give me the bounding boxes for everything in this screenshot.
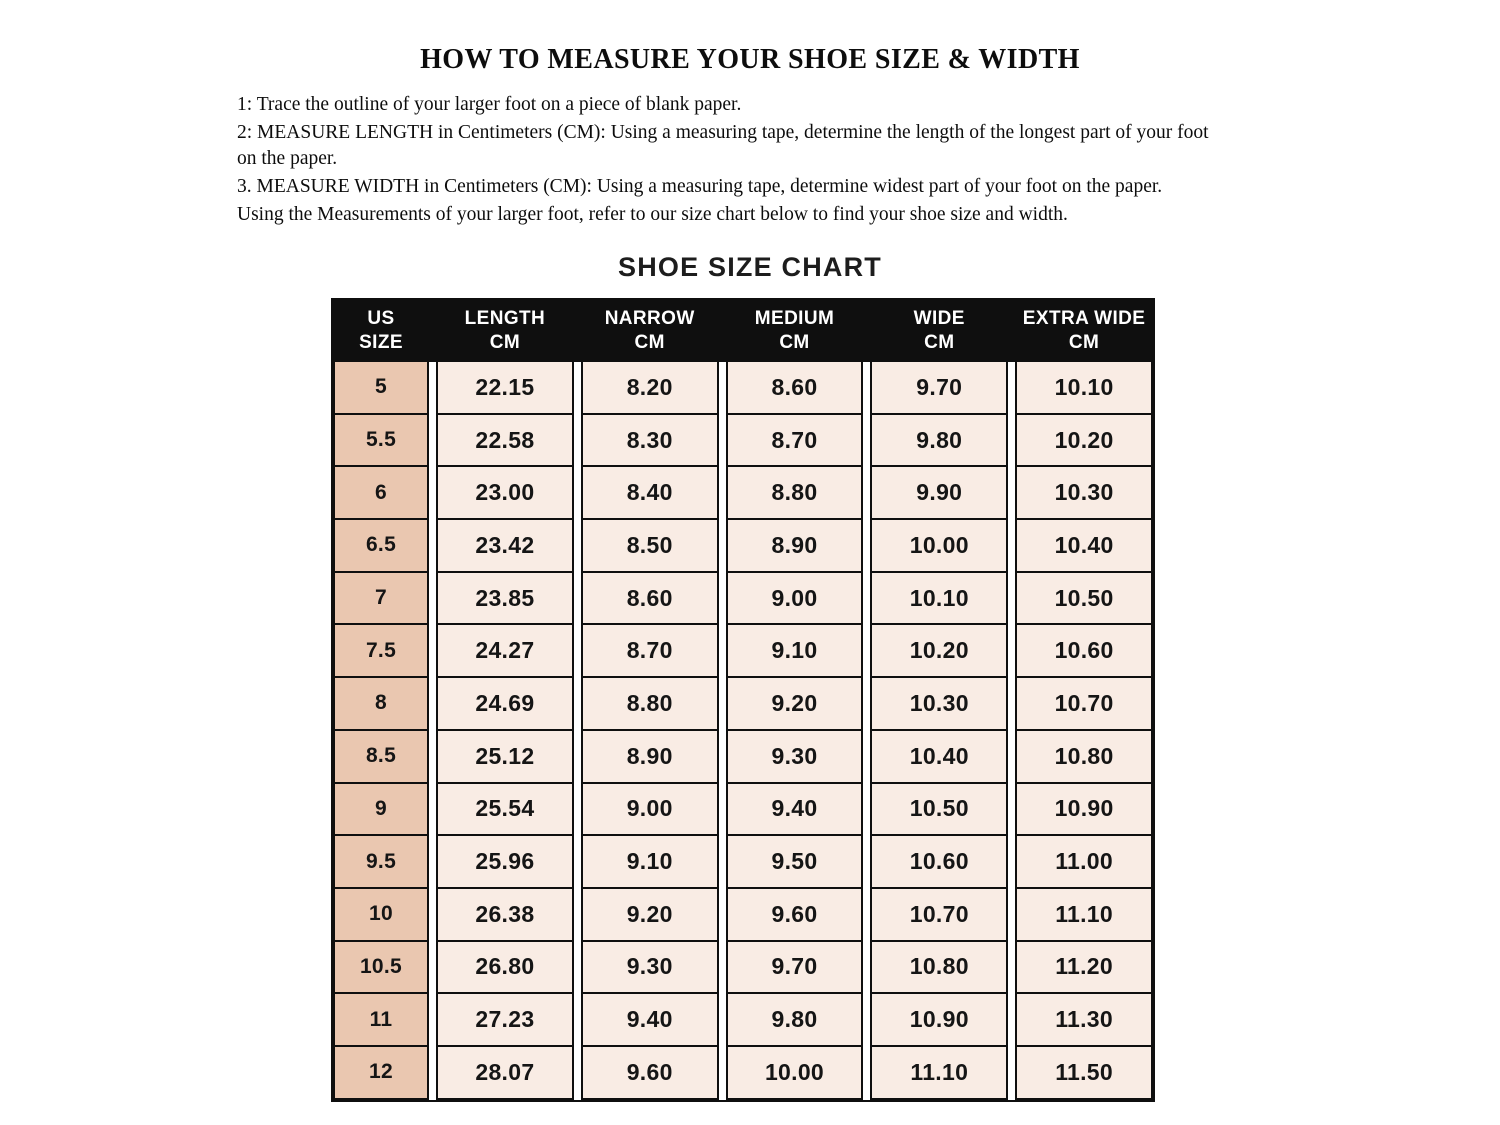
- measurement-cell: 11.50: [1015, 1047, 1153, 1100]
- measurement-cell: 8.80: [726, 467, 864, 520]
- chart-title: SHOE SIZE CHART: [617, 252, 883, 282]
- measurement-cell: 9.80: [870, 415, 1008, 468]
- instruction-line-3: 3. MEASURE WIDTH in Centimeters (CM): Using a measuring tape, determine widest part of your foot on the paper.: [237, 176, 1163, 197]
- page-title: HOW TO MEASURE YOUR SHOE SIZE & WIDTH: [420, 44, 1080, 75]
- measurement-cell: 10.70: [870, 889, 1008, 942]
- us-size-cell: 6.5: [333, 520, 429, 573]
- measurement-cell: 25.96: [436, 836, 574, 889]
- measurement-cell: 9.10: [726, 625, 864, 678]
- measurement-cell: 28.07: [436, 1047, 574, 1100]
- measurement-cell: 25.54: [436, 784, 574, 837]
- measurement-cell: 23.42: [436, 520, 574, 573]
- us-size-cell: 7: [333, 573, 429, 626]
- column-header: [436, 307, 574, 355]
- measurement-cell: 9.00: [726, 573, 864, 626]
- column-header: [1015, 307, 1153, 355]
- us-size-cell: 6: [333, 467, 429, 520]
- measurement-cell: 9.20: [726, 678, 864, 731]
- instruction-line-4: Using the Measurements of your larger foot, refer to our size chart below to find your shoe size and width.: [237, 204, 1068, 225]
- instruction-line-1: 1: Trace the outline of your larger foot on a piece of blank paper.: [237, 94, 742, 115]
- measurement-cell: 9.10: [581, 836, 719, 889]
- measurement-cell: 10.70: [1015, 678, 1153, 731]
- measurement-cell: 9.30: [726, 731, 864, 784]
- measurement-cell: 10.20: [870, 625, 1008, 678]
- column-header-line: CM: [924, 332, 955, 353]
- measurement-cell: 11.00: [1015, 836, 1153, 889]
- column-header-line: MEDIUM: [754, 308, 835, 330]
- us-size-cell: 7.5: [333, 625, 429, 678]
- column-header-line: EXTRA WIDE: [1022, 308, 1146, 330]
- column-header: [581, 307, 719, 355]
- measurement-cell: 8.20: [581, 362, 719, 415]
- us-size-cell: 10: [333, 889, 429, 942]
- measurement-cell: 23.85: [436, 573, 574, 626]
- measurement-cell: 10.80: [1015, 731, 1153, 784]
- column-header-line: NARROW: [604, 308, 695, 330]
- measurement-cell: 9.40: [581, 994, 719, 1047]
- measurement-cell: 23.00: [436, 467, 574, 520]
- us-size-cell: 9: [333, 784, 429, 837]
- measurement-cell: 10.60: [870, 836, 1008, 889]
- column-header: [726, 307, 864, 355]
- measurement-cell: 10.10: [1015, 362, 1153, 415]
- measurement-cell: 9.20: [581, 889, 719, 942]
- column-header-line: US: [367, 308, 395, 330]
- measurement-cell: 9.90: [870, 467, 1008, 520]
- us-size-cell: 8: [333, 678, 429, 731]
- measurement-cell: 26.38: [436, 889, 574, 942]
- instructions: [237, 92, 1222, 228]
- measurement-cell: 10.30: [870, 678, 1008, 731]
- measurement-cell: 8.70: [726, 415, 864, 468]
- column-header-line: LENGTH: [464, 308, 546, 330]
- measurement-cell: 9.70: [870, 362, 1008, 415]
- measurement-cell: 11.20: [1015, 942, 1153, 995]
- measurement-cell: 10.80: [870, 942, 1008, 995]
- measurement-cell: 8.60: [581, 573, 719, 626]
- measurement-cell: 10.20: [1015, 415, 1153, 468]
- us-size-cell: 5.5: [333, 415, 429, 468]
- measurement-cell: 8.90: [581, 731, 719, 784]
- us-size-cell: 8.5: [333, 731, 429, 784]
- measurement-cell: 9.00: [581, 784, 719, 837]
- us-size-cell: 12: [333, 1047, 429, 1100]
- measurement-cell: 8.40: [581, 467, 719, 520]
- us-size-cell: 10.5: [333, 942, 429, 995]
- measurement-cell: 10.00: [726, 1047, 864, 1100]
- measurement-cell: 10.50: [870, 784, 1008, 837]
- measurement-cell: 26.80: [436, 942, 574, 995]
- measurement-cell: 8.50: [581, 520, 719, 573]
- measurement-cell: 9.50: [726, 836, 864, 889]
- measurement-cell: 10.90: [1015, 784, 1153, 837]
- column-header-line: CM: [489, 332, 521, 353]
- measurement-cell: 8.90: [726, 520, 864, 573]
- column-header-line: WIDE: [913, 308, 965, 330]
- measurement-cell: 10.30: [1015, 467, 1153, 520]
- shoe-size-table: [331, 298, 1155, 1102]
- us-size-cell: 11: [333, 994, 429, 1047]
- measurement-cell: 10.00: [870, 520, 1008, 573]
- measurement-cell: 8.30: [581, 415, 719, 468]
- measurement-cell: 22.15: [436, 362, 574, 415]
- measurement-cell: 9.60: [726, 889, 864, 942]
- measurement-cell: 10.60: [1015, 625, 1153, 678]
- column-header-line: CM: [634, 332, 665, 353]
- measurement-cell: 10.90: [870, 994, 1008, 1047]
- column-header: [870, 307, 1008, 355]
- measurement-cell: 27.23: [436, 994, 574, 1047]
- measurement-cell: 11.30: [1015, 994, 1153, 1047]
- measurement-cell: 9.60: [581, 1047, 719, 1100]
- measurement-cell: 9.40: [726, 784, 864, 837]
- column-header: [333, 307, 429, 355]
- us-size-cell: 9.5: [333, 836, 429, 889]
- us-size-cell: 5: [333, 362, 429, 415]
- column-header-line: SIZE: [359, 332, 403, 353]
- measurement-cell: 24.27: [436, 625, 574, 678]
- measurement-cell: 22.58: [436, 415, 574, 468]
- measurement-cell: 9.80: [726, 994, 864, 1047]
- column-header-line: CM: [779, 332, 810, 353]
- table-header-row: [333, 300, 1153, 362]
- table-body: [333, 362, 1153, 1100]
- instruction-line-2: 2: MEASURE LENGTH in Centimeters (CM): Using a measuring tape, determine the length of the longest part of your foot on the paper.: [237, 122, 1209, 169]
- measurement-cell: 10.50: [1015, 573, 1153, 626]
- measurement-cell: 8.60: [726, 362, 864, 415]
- measurement-cell: 25.12: [436, 731, 574, 784]
- measurement-cell: 10.40: [870, 731, 1008, 784]
- measurement-cell: 8.70: [581, 625, 719, 678]
- measurement-cell: 8.80: [581, 678, 719, 731]
- measurement-cell: 10.10: [870, 573, 1008, 626]
- measurement-cell: 11.10: [1015, 889, 1153, 942]
- measurement-cell: 10.40: [1015, 520, 1153, 573]
- measurement-cell: 9.30: [581, 942, 719, 995]
- measurement-cell: 11.10: [870, 1047, 1008, 1100]
- measurement-cell: 9.70: [726, 942, 864, 995]
- column-header-line: CM: [1068, 332, 1100, 353]
- measurement-cell: 24.69: [436, 678, 574, 731]
